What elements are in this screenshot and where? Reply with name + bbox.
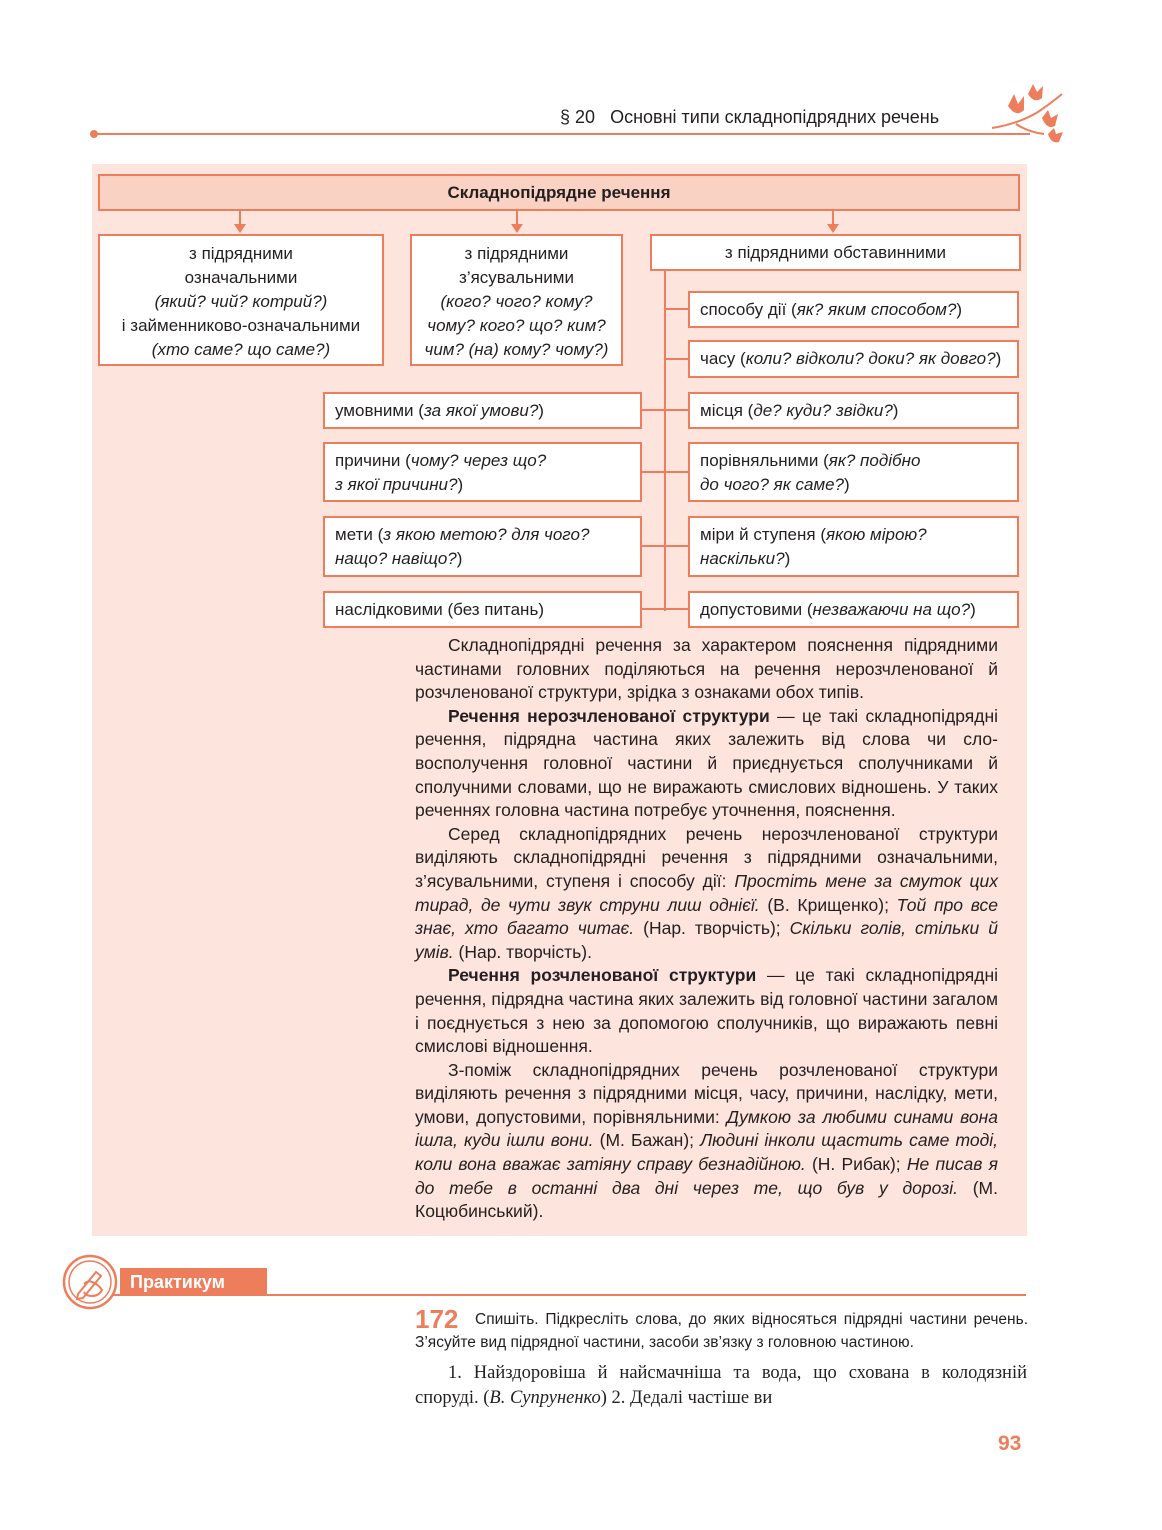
paragraph: З-поміж складнопідрядних речень розчленованої структури виділяють речення з підрядними місця, часу, причини, наслідку, мети, умови, допустовими, порівняльними: Думкою за любими синами вона ішла, куди ішли вони. (М. Бажан); Людині інколи щастить саме тоді, коли вона вважає затіяну справу безнадійною. (Н. Рибак); Не писав я до тебе в останні два дні через те, що був у дорозі. (М. Коцюбинський). [415, 1059, 999, 1222]
diagram-root: Складнопідрядне речення [98, 174, 1020, 211]
type-question: якою мірою? [825, 525, 927, 544]
branch-text-line: і займенниково-означальними [121, 316, 361, 335]
type-name: часу [700, 349, 736, 368]
type-comparative: порівняльними (як? подібно до чого? як саме?) [688, 442, 1019, 502]
type-consequence: наслідковими ( без питань ) [323, 591, 642, 628]
type-question: з якої причини? [335, 475, 458, 494]
branch-definitive [98, 234, 384, 366]
type-conditional: умовними ( за якої умови? ) [323, 392, 642, 429]
type-question: наскільки? [700, 549, 785, 568]
page-number: 93 [998, 1432, 1022, 1455]
connector [641, 608, 688, 610]
branch-text-line: з підрядними [464, 244, 569, 263]
connector [641, 471, 688, 473]
theory-text [415, 634, 998, 1224]
section-number: § 20 [560, 107, 596, 127]
branch-text-line: чому? кого? що? ким? [427, 316, 606, 335]
branch-text-line: (кого? чого? кому? [440, 292, 593, 311]
paragraph: Речення нерозчленованої структури — це такі складнопідрядні речення, підрядна частина яких залежить від слова чи словосполучення головної частини й приєднується сполучниками й сполучними словами, що не виражають смислових відношень. У таких реченнях головна частина потребує уточнення, пояснення. [415, 705, 998, 821]
branch-explanatory [410, 234, 623, 366]
type-manner: способу дії ( як? яким способом? ) [688, 291, 1019, 328]
arrow-head-icon [234, 224, 246, 233]
type-purpose: мети (з якою метою? для чого? нащо? навіщо?) [323, 516, 642, 577]
header-rule-dot [90, 130, 98, 138]
paragraph: Складнопідрядні речення за характером пояснення підрядними частинами головних поділяються на речення нерозчленованої й розчленованої структури, зрідка з ознаками обох типів. [415, 635, 998, 703]
author: В. Супруненко [489, 1387, 601, 1408]
example: Той про все знає, хто багато читає. [415, 894, 998, 939]
header-rule [95, 133, 1030, 135]
branch-text-line: з підрядними [189, 244, 293, 263]
type-question: до чого? як саме? [700, 475, 845, 494]
arrow-connector [832, 211, 834, 225]
example: Людині інколи щастить саме тоді, коли вона вважає затіяну справу безнадійною. [415, 1130, 998, 1175]
pencil-hand-icon [62, 1254, 118, 1310]
section-title: Основні типи складнопідрядних речень [610, 107, 940, 127]
type-question: як? подібно [828, 451, 921, 470]
exercise-paragraph: 1. Найздоровіша й найсмачніша та вода, що схована в колодязній споруді. (В. Супруненко) 2. Дедалі частіше ви [415, 1363, 1027, 1408]
type-question: коли? відколи? доки? як довго? [745, 349, 996, 368]
connector [664, 308, 688, 310]
type-question: чому? через що? [410, 451, 547, 470]
connector [641, 409, 688, 411]
type-name: місця [700, 400, 743, 420]
flower-ornament-icon [988, 84, 1068, 146]
branch-text-line: (хто саме? що саме?) [151, 340, 331, 359]
example: Простіть мене за смуток цих тирад, де чути звук струни лиш однієї. [415, 870, 998, 915]
exercise-number: 172 [415, 1304, 459, 1334]
type-name: причини [335, 451, 401, 470]
branch-text-line: чим? (на) кому? чому?) [424, 340, 609, 359]
exercise-task: Спишіть. Підкресліть слова, до яких відносяться підрядні частини речень. З’ясуйте вид підрядної частини, засоби зв’язку з головною частиною. [415, 1311, 1028, 1351]
connector-trunk [664, 271, 666, 611]
type-name: способу дії [700, 299, 787, 319]
paragraph: Серед складнопідрядних речень нерозчленованої структури виділяють складнопідрядні речення з підрядними означальними, з’ясувальними, ступеня і способу дії: Простіть мене за смуток цих тирад, де чути звук струни лиш однієї. (В. Крищенко); Той про все знає, хто багато читає. (Нар. творчість); Скільки голів, стільки й умів. (Нар. творчість). [415, 823, 999, 962]
type-degree: міри й ступеня (якою мірою? наскільки?) [688, 516, 1019, 577]
example: Думкою за любими синами вона ішла, куди ішли вони. [415, 1106, 999, 1151]
type-name: мети [335, 525, 373, 544]
type-question: незважаючи на що? [812, 599, 971, 619]
term: Речення нерозчленованої структури [448, 705, 770, 726]
type-name: порівняльними [700, 451, 819, 470]
arrow-connector [239, 211, 241, 225]
type-question: нащо? навіщо? [335, 549, 457, 568]
type-name: допустовими [700, 599, 803, 619]
type-concessive: допустовими ( незважаючи на що? ) [688, 591, 1019, 628]
type-name: наслідковими [335, 599, 443, 619]
type-question: де? куди? звідки? [753, 400, 893, 420]
example: Не писав я до тебе в останні два дні через те, що був у дорозі. [415, 1154, 998, 1198]
term: Речення розчленованої структури [448, 965, 757, 986]
arrow-head-icon [827, 224, 839, 233]
running-header [560, 107, 939, 128]
type-question: з якою метою? для чого? [383, 525, 590, 544]
arrow-head-icon [511, 224, 523, 233]
type-question: як? яким способом? [796, 299, 957, 319]
connector [641, 545, 688, 547]
paragraph: Речення розчленованої структури — це такі складнопідрядні речення, підрядна частина яких залежить від головної частини загалом і поєднується з нею за допомогою сполучників, що виражають певні смислові відношення. [415, 965, 999, 1057]
type-question: без питань [453, 599, 539, 619]
branch-text-line: (який? чий? котрий?) [154, 292, 328, 311]
practicum-label: Практикум [120, 1268, 267, 1296]
branch-text-line: з’ясувальними [459, 268, 574, 287]
exercise-text [415, 1361, 1027, 1410]
type-place: місця ( де? куди? звідки? ) [688, 392, 1019, 429]
connector [664, 358, 688, 360]
arrow-connector [516, 211, 518, 225]
type-time: часу ( коли? відколи? доки? як довго? ) [688, 340, 1019, 378]
type-name: міри й ступеня [700, 525, 816, 544]
type-question: за якої умови? [423, 400, 539, 420]
branch-adverbial: з підрядними обставинними [650, 234, 1021, 271]
type-cause: причини (чому? через що? з якої причини?) [323, 442, 642, 502]
branch-text-line: означальними [184, 268, 298, 287]
example: Скільки голів, стільки й умів. [415, 918, 999, 962]
type-name: умовними [335, 400, 414, 420]
